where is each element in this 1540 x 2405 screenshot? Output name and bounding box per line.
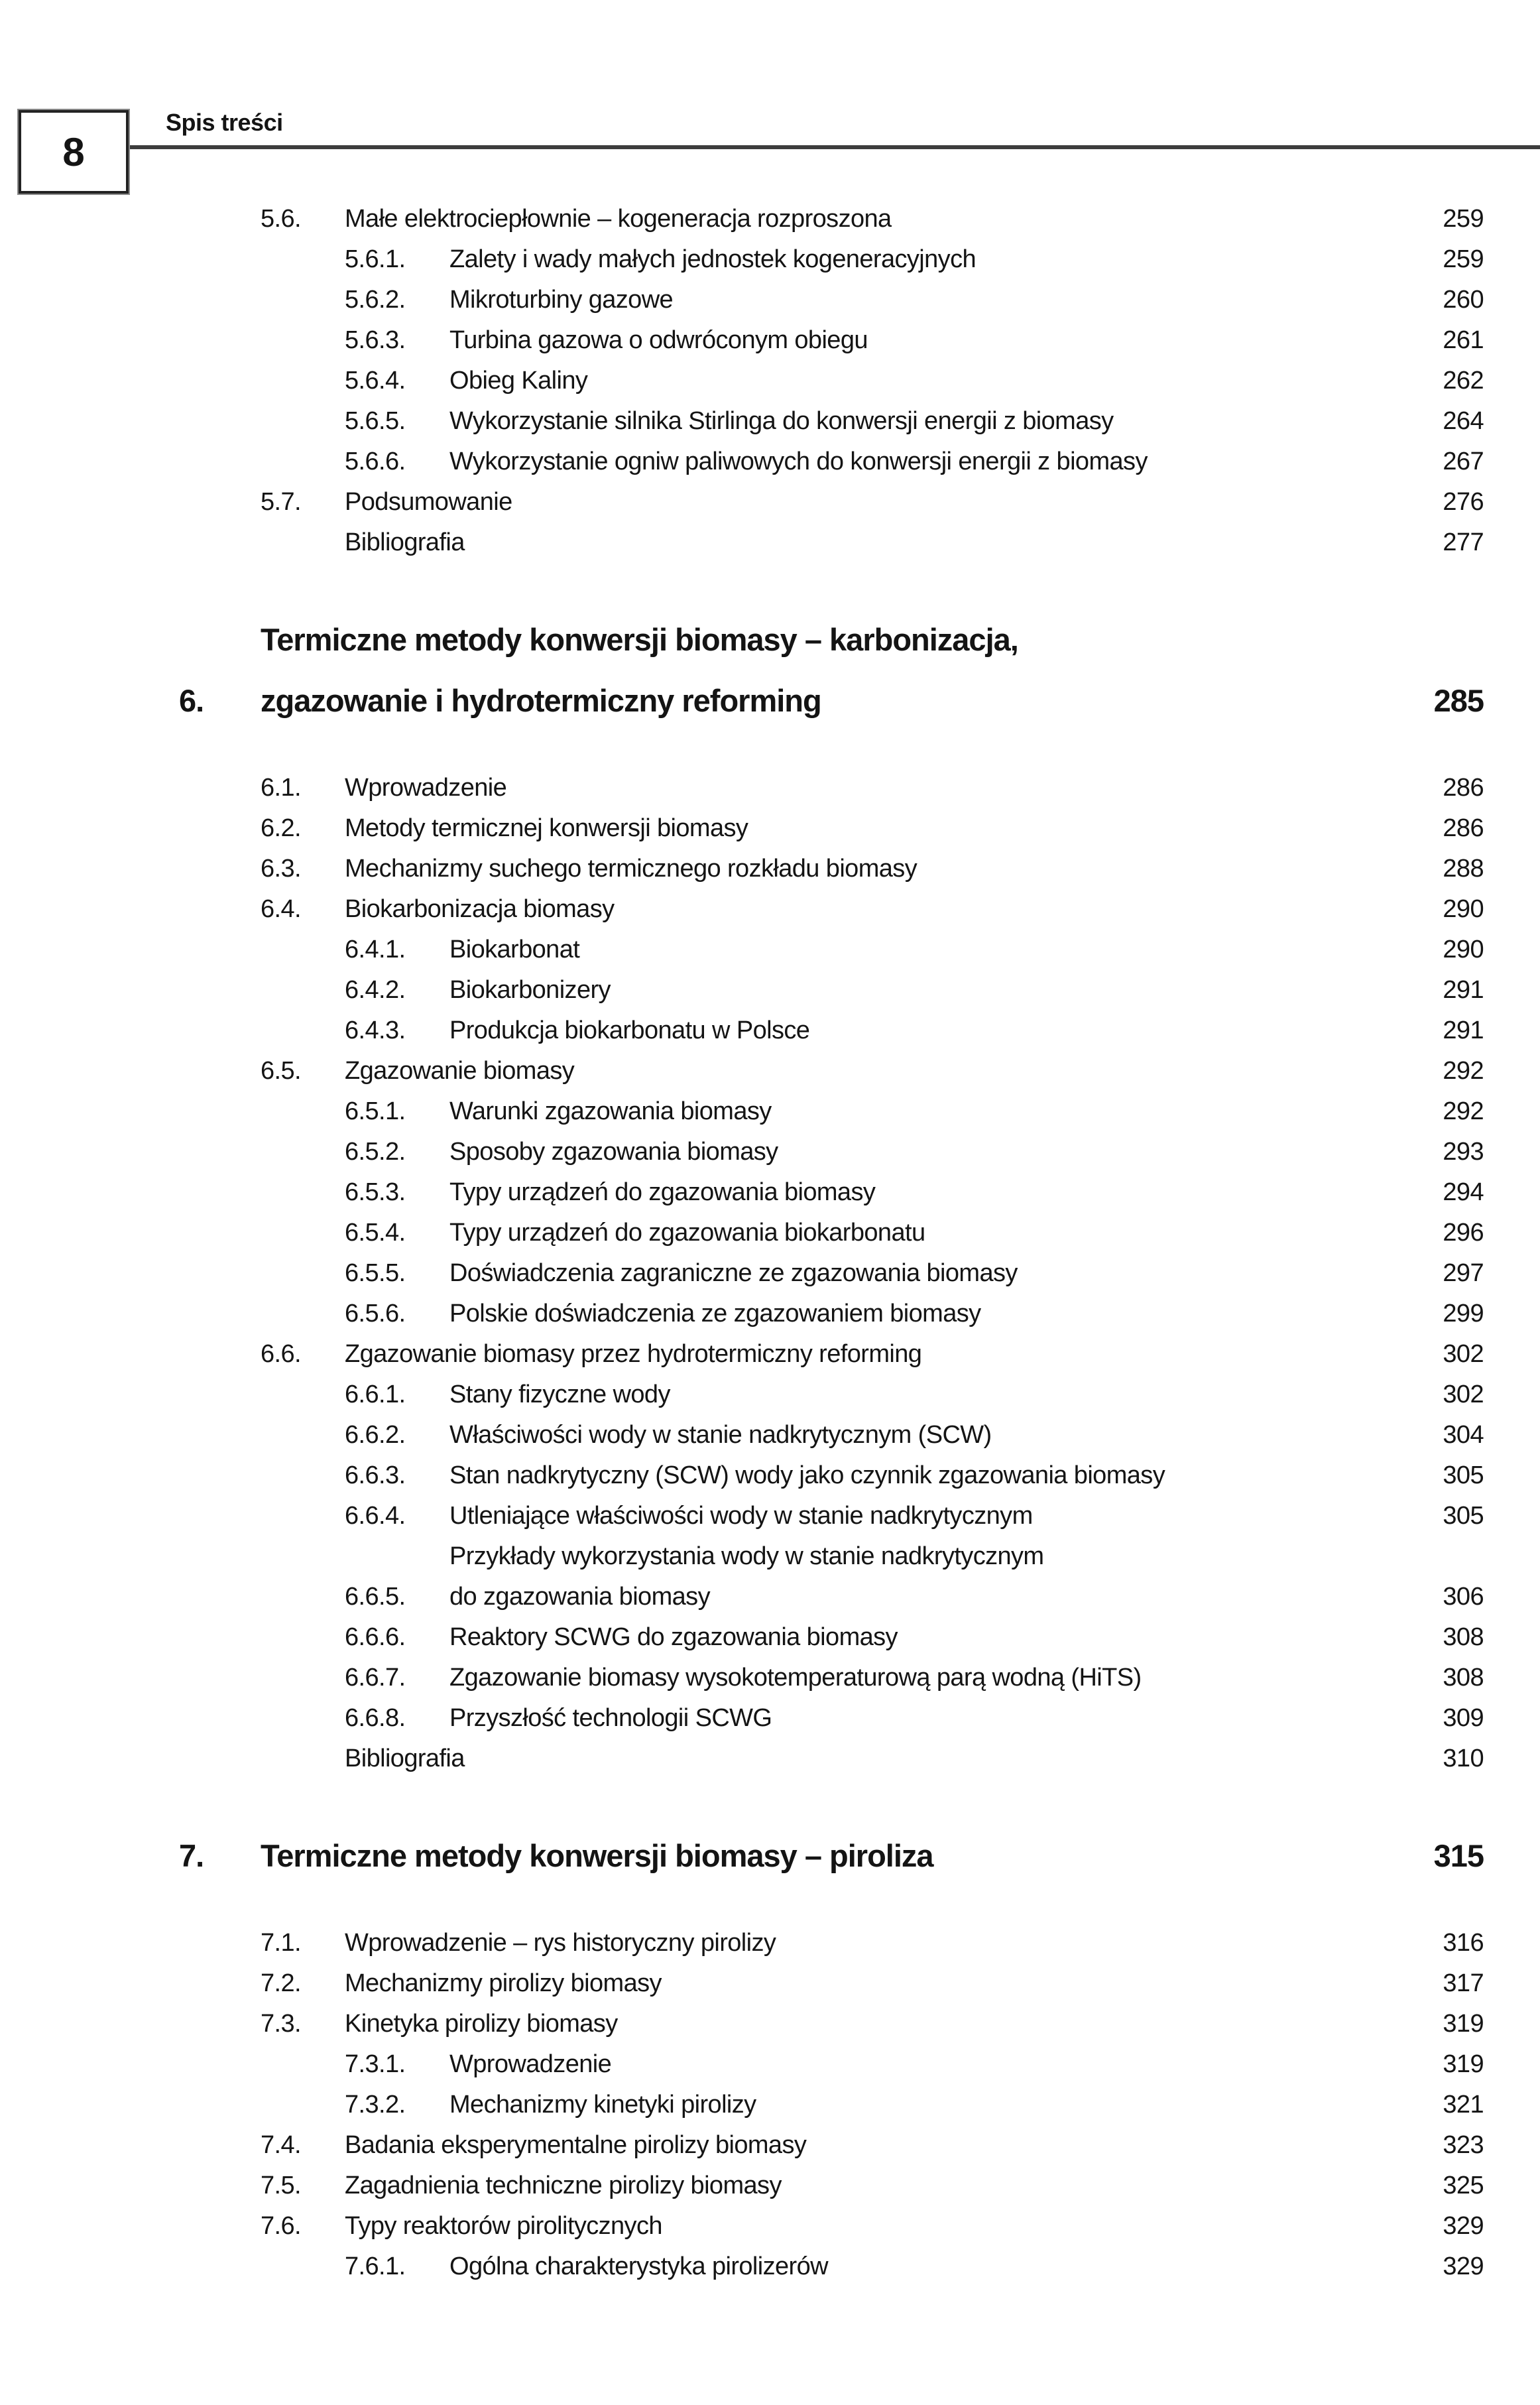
- toc-entry-title: [449, 442, 1148, 482]
- toc-entry-row: [261, 768, 1540, 808]
- toc-entry-page-number: 308: [1443, 1623, 1484, 1651]
- toc-entry-title-line: do zgazowania biomasy: [449, 1583, 710, 1611]
- toc-entry-title-line: Mechanizmy suchego termicznego rozkładu biomasy: [345, 855, 918, 883]
- toc-entry-title: [345, 523, 465, 563]
- toc-entry-title: [449, 401, 1114, 442]
- toc-entry-row: [261, 2125, 1540, 2166]
- toc-entry-title-line: Wykorzystanie ogniw paliwowych do konwersji energii z biomasy: [449, 448, 1148, 475]
- toc-entry-title: [345, 849, 917, 889]
- toc-entry-title-line: Termiczne metody konwersji biomasy – karbonizacja,: [261, 622, 1018, 657]
- toc-entry-row: [261, 889, 1540, 930]
- toc-entry-title: [449, 2247, 828, 2287]
- toc-entry-title-line: Kinetyka pirolizy biomasy: [345, 2010, 618, 2038]
- toc-entry-page-number: 296: [1443, 1219, 1484, 1247]
- toc-entry-page-number: 291: [1443, 1017, 1484, 1044]
- toc-entry-title: [449, 1213, 925, 1253]
- toc-entry-row: [261, 808, 1540, 849]
- toc-entry-title: [345, 1051, 574, 1091]
- header-title: Spis treści: [166, 109, 283, 136]
- toc-entry-row: [345, 442, 1540, 482]
- toc-entry-row: [345, 1455, 1540, 1496]
- toc-entry-title: [449, 1455, 1165, 1496]
- toc-entry-title-line: Zgazowanie biomasy wysokotemperaturową parą wodną (HiTS): [449, 1664, 1142, 1692]
- toc-entry-page-number: 288: [1443, 855, 1484, 883]
- toc-entry-page-number: 325: [1443, 2172, 1484, 2199]
- toc-entry-page-number: 286: [1443, 814, 1484, 842]
- toc-entry-title-line: Wprowadzenie: [345, 774, 507, 802]
- toc-entry-page-number: 277: [1443, 528, 1484, 556]
- toc-entry-page-number: 308: [1443, 1664, 1484, 1692]
- toc-entry-number: 7.2.: [261, 1969, 301, 1997]
- toc-entry-number: 6.6.8.: [345, 1704, 406, 1732]
- toc-entry-row: [261, 2004, 1540, 2044]
- toc-entry-number: 6.5.3.: [345, 1178, 406, 1206]
- toc-entry-title-line: Wprowadzenie: [449, 2050, 612, 2078]
- toc-entry-title: [449, 1253, 1018, 1294]
- toc-entry-page-number: 329: [1443, 2212, 1484, 2240]
- toc-entry-row: [345, 1253, 1540, 1294]
- toc-entry-page-number: 319: [1443, 2050, 1484, 2078]
- toc-entry-row: [261, 1923, 1540, 1963]
- toc-entry-page-number: 292: [1443, 1097, 1484, 1125]
- toc-entry-page-number: 294: [1443, 1178, 1484, 1206]
- toc-entry-page-number: 299: [1443, 1300, 1484, 1327]
- toc-entry-page-number: 267: [1443, 448, 1484, 475]
- toc-entry-title: [261, 609, 1018, 731]
- toc-entry-row: [261, 2166, 1540, 2206]
- toc-entry-number: 7.6.: [261, 2212, 301, 2240]
- toc-entry-title-line: Wprowadzenie – rys historyczny pirolizy: [345, 1929, 776, 1957]
- toc-entry-page-number: 259: [1443, 245, 1484, 273]
- toc-entry-title-line: Badania eksperymentalne pirolizy biomasy: [345, 2131, 807, 2159]
- toc-entry-title-line: Obieg Kaliny: [449, 367, 588, 395]
- toc-entry-number: 7.4.: [261, 2131, 301, 2159]
- toc-entry-title: [449, 1172, 875, 1213]
- toc-entry-row: [345, 280, 1540, 320]
- toc-entry-row: [345, 1415, 1540, 1455]
- toc-entry-title-line: Bibliografia: [345, 1745, 465, 1772]
- toc-entry-number: 6.6.7.: [345, 1664, 406, 1692]
- toc-entry-number: 6.5.5.: [345, 1259, 406, 1287]
- toc-entry-title: [449, 361, 587, 401]
- toc-entry-page-number: 260: [1443, 286, 1484, 314]
- toc-entry-page-number: 317: [1443, 1969, 1484, 1997]
- toc-entry-page-number: 304: [1443, 1421, 1484, 1449]
- toc-entry-row: [261, 1334, 1540, 1375]
- toc-entry-page-number: 305: [1443, 1461, 1484, 1489]
- toc-entry-number: 7.6.1.: [345, 2252, 406, 2280]
- toc-entry-title-line: Stany fizyczne wody: [449, 1381, 670, 1408]
- toc-entry-row: [345, 320, 1540, 361]
- toc-entry-title-line: zgazowanie i hydrotermiczny reforming: [261, 683, 821, 718]
- toc-entry-number: 6.6.3.: [345, 1461, 406, 1489]
- toc-entry-title: [345, 889, 615, 930]
- toc-entry-title: [345, 482, 512, 523]
- toc-entry-number: 7.3.1.: [345, 2050, 406, 2078]
- toc-entry-number: 7.5.: [261, 2172, 301, 2199]
- toc-entry-title: [449, 1496, 1033, 1536]
- toc-entry-title-line: Bibliografia: [345, 528, 465, 556]
- toc-entry-title: [449, 280, 673, 320]
- toc-entry-page-number: 285: [1433, 683, 1484, 718]
- toc-entry-page-number: 290: [1443, 936, 1484, 963]
- toc-entry-row: [345, 523, 1540, 563]
- toc-entry-page-number: 310: [1443, 1745, 1484, 1772]
- toc-entry-page-number: 319: [1443, 2010, 1484, 2038]
- toc-entry-number: 7.3.: [261, 2010, 301, 2038]
- toc-entry-title: [345, 199, 892, 239]
- toc-entry-title: [345, 2166, 782, 2206]
- toc-entry-title: [345, 768, 506, 808]
- toc-entry-number: 5.6.5.: [345, 407, 406, 435]
- toc-entry-title-line: Zgazowanie biomasy: [345, 1057, 575, 1085]
- toc-entry-title: [345, 2206, 662, 2247]
- toc-entry-page-number: 329: [1443, 2252, 1484, 2280]
- toc-entry-page-number: 302: [1443, 1381, 1484, 1408]
- toc-entry-number: 6.5.2.: [345, 1138, 406, 1166]
- toc-entry-title: [345, 808, 748, 849]
- page-number-box: [19, 110, 129, 194]
- toc-entry-number: 6.2.: [261, 814, 301, 842]
- toc-entry-title: [449, 1617, 898, 1658]
- toc-entry-number: 7.3.2.: [345, 2091, 406, 2119]
- toc-entry-row: [345, 2044, 1540, 2085]
- toc-entry-title: [345, 1334, 921, 1375]
- toc-entry-title-line: Podsumowanie: [345, 488, 512, 516]
- toc-entry-row: [345, 1496, 1540, 1536]
- toc-entry-title-line: Wykorzystanie silnika Stirlinga do konwersji energii z biomasy: [449, 407, 1114, 435]
- header-rule: [123, 145, 1540, 149]
- toc-entry-row: [261, 2206, 1540, 2247]
- toc-entry-title-line: Utleniające właściwości wody w stanie nadkrytycznym: [449, 1502, 1033, 1530]
- toc-entry-title: [449, 1011, 809, 1051]
- toc-entry-title-line: Typy urządzeń do zgazowania biokarbonatu: [449, 1219, 925, 1247]
- toc-entry-number: 6.5.: [261, 1057, 301, 1085]
- toc-entry-row: [345, 1536, 1540, 1617]
- toc-entry-number: 7.: [179, 1838, 204, 1873]
- toc-chapter-row: [179, 1825, 1540, 1886]
- toc-entry-number: 5.6.1.: [345, 245, 406, 273]
- toc-entry-row: [261, 482, 1540, 523]
- toc-entry-title-line: Doświadczenia zagraniczne ze zgazowania biomasy: [449, 1259, 1018, 1287]
- toc-entry-number: 5.6.3.: [345, 326, 406, 354]
- toc-entry-title: [449, 1415, 992, 1455]
- toc-entry-title-line: Mechanizmy kinetyki pirolizy: [449, 2091, 756, 2119]
- toc-entry-page-number: 306: [1443, 1583, 1484, 1611]
- toc-entry-title-line: Mikroturbiny gazowe: [449, 286, 674, 314]
- toc-entry-page-number: 293: [1443, 1138, 1484, 1166]
- toc-entry-row: [261, 1963, 1540, 2004]
- toc-entry-page-number: 259: [1443, 205, 1484, 233]
- toc-entry-title: [449, 1536, 1044, 1617]
- toc-entry-title-line: Typy reaktorów pirolitycznych: [345, 2212, 662, 2240]
- toc-entry-number: 6.4.2.: [345, 976, 406, 1004]
- toc-entry-title: [449, 1698, 772, 1739]
- toc-entry-row: [345, 970, 1540, 1011]
- toc-entry-row: [345, 1172, 1540, 1213]
- toc-entry-title-line: Termiczne metody konwersji biomasy – piroliza: [261, 1838, 933, 1873]
- toc-entry-title-line: Reaktory SCWG do zgazowania biomasy: [449, 1623, 898, 1651]
- toc-entry-row: [345, 1294, 1540, 1334]
- toc-entry-number: 5.6.4.: [345, 367, 406, 395]
- toc-entry-title-line: Właściwości wody w stanie nadkrytycznym (SCW): [449, 1421, 992, 1449]
- toc-entry-row: [261, 1051, 1540, 1091]
- toc-entry-title: [449, 1658, 1142, 1698]
- toc-entry-page-number: 262: [1443, 367, 1484, 395]
- toc-entry-title-line: Produkcja biokarbonatu w Polsce: [449, 1017, 810, 1044]
- toc-entry-title: [261, 1825, 933, 1886]
- toc-entry-number: 6.6.: [261, 1340, 301, 1368]
- toc-entry-title: [345, 1963, 662, 2004]
- toc-entry-title-line: Mechanizmy pirolizy biomasy: [345, 1969, 662, 1997]
- toc-entry-title-line: Małe elektrociepłownie – kogeneracja rozproszona: [345, 205, 892, 233]
- toc-entry-row: [345, 1739, 1540, 1779]
- toc-entry-row: [261, 199, 1540, 239]
- toc-entry-row: [345, 361, 1540, 401]
- toc-entry-title-line: Turbina gazowa o odwróconym obiegu: [449, 326, 868, 354]
- toc-entry-page-number: 321: [1443, 2091, 1484, 2119]
- toc-entry-number: 6.6.2.: [345, 1421, 406, 1449]
- toc-entry-row: [345, 1011, 1540, 1051]
- toc-entry-title-line: Ogólna charakterystyka pirolizerów: [449, 2252, 828, 2280]
- toc-entry-title-line: Warunki zgazowania biomasy: [449, 1097, 772, 1125]
- toc-entry-title: [345, 2125, 806, 2166]
- toc-entry-title-line: Zgazowanie biomasy przez hydrotermiczny reforming: [345, 1340, 922, 1368]
- toc-entry-page-number: 309: [1443, 1704, 1484, 1732]
- toc-entry-number: 6.6.1.: [345, 1381, 406, 1408]
- toc-entry-title: [345, 1739, 465, 1779]
- toc-entry-title-line: Biokarbonizacja biomasy: [345, 895, 615, 923]
- toc-entry-title: [345, 1923, 776, 1963]
- toc-entry-row: [345, 2085, 1540, 2125]
- toc-entry-number: 6.4.: [261, 895, 301, 923]
- toc-entry-page-number: 290: [1443, 895, 1484, 923]
- toc-entry-number: 6.6.5.: [345, 1583, 406, 1611]
- toc-entry-page-number: 291: [1443, 976, 1484, 1004]
- toc-entry-page-number: 264: [1443, 407, 1484, 435]
- toc-entry-page-number: 316: [1443, 1929, 1484, 1957]
- toc-entry-row: [345, 2247, 1540, 2287]
- toc-entry-title-line: Zalety i wady małych jednostek kogeneracyjnych: [449, 245, 977, 273]
- toc-entry-page-number: 276: [1443, 488, 1484, 516]
- toc-entry-title-line: Polskie doświadczenia ze zgazowaniem biomasy: [449, 1300, 981, 1327]
- toc-entry-page-number: 315: [1433, 1838, 1484, 1873]
- toc-entry-number: 6.4.1.: [345, 936, 406, 963]
- toc-entry-row: [345, 401, 1540, 442]
- toc-entry-title: [449, 1375, 670, 1415]
- toc-entry-title: [449, 1132, 778, 1172]
- toc-entry-title-line: Zagadnienia techniczne pirolizy biomasy: [345, 2172, 782, 2199]
- toc-chapter-row: [179, 609, 1540, 731]
- toc-entry-title: [345, 2004, 618, 2044]
- toc-entry-number: 6.6.4.: [345, 1502, 406, 1530]
- toc-entry-row: [345, 1375, 1540, 1415]
- toc-entry-page-number: 305: [1443, 1502, 1484, 1530]
- toc-entry-number: 6.1.: [261, 774, 301, 802]
- toc-entry-row: [345, 1213, 1540, 1253]
- toc-entry-title-line: Sposoby zgazowania biomasy: [449, 1138, 778, 1166]
- toc-entry-row: [345, 239, 1540, 280]
- toc-entry-number: 5.7.: [261, 488, 301, 516]
- toc-entry-title: [449, 320, 868, 361]
- page-number: 8: [62, 129, 85, 174]
- toc-entry-title-line: Przykłady wykorzystania wody w stanie nadkrytycznym: [449, 1542, 1044, 1570]
- toc-entry-number: 7.1.: [261, 1929, 301, 1957]
- toc-entry-title-line: Biokarbonizery: [449, 976, 611, 1004]
- toc-entry-number: 6.: [179, 683, 204, 718]
- toc-entry-number: 6.5.6.: [345, 1300, 406, 1327]
- toc-entry-row: [345, 1658, 1540, 1698]
- toc-entry-number: 6.3.: [261, 855, 301, 883]
- toc-entry-title-line: Metody termicznej konwersji biomasy: [345, 814, 748, 842]
- toc-entry-number: 6.5.1.: [345, 1097, 406, 1125]
- toc-entry-title: [449, 930, 579, 970]
- toc-entry-title: [449, 239, 976, 280]
- toc-entry-title-line: Przyszłość technologii SCWG: [449, 1704, 772, 1732]
- toc-entry-row: [261, 849, 1540, 889]
- toc-entry-number: 5.6.2.: [345, 286, 406, 314]
- toc-entry-title-line: Biokarbonat: [449, 936, 580, 963]
- toc-entry-page-number: 323: [1443, 2131, 1484, 2159]
- toc-entry-title-line: Typy urządzeń do zgazowania biomasy: [449, 1178, 876, 1206]
- toc-entry-title: [449, 2085, 756, 2125]
- toc-entry-title: [449, 970, 611, 1011]
- toc-entry-number: 5.6.6.: [345, 448, 406, 475]
- toc-entry-row: [345, 1132, 1540, 1172]
- toc-entry-page-number: 302: [1443, 1340, 1484, 1368]
- toc-entry-number: 6.4.3.: [345, 1017, 406, 1044]
- toc-entry-page-number: 286: [1443, 774, 1484, 802]
- toc-entry-page-number: 297: [1443, 1259, 1484, 1287]
- toc-entry-number: 6.6.6.: [345, 1623, 406, 1651]
- toc-entry-row: [345, 1698, 1540, 1739]
- toc-entry-title: [449, 1294, 981, 1334]
- toc-entry-number: 6.5.4.: [345, 1219, 406, 1247]
- table-of-contents: [0, 199, 1540, 2287]
- toc-entry-row: [345, 930, 1540, 970]
- toc-entry-title: [449, 2044, 611, 2085]
- toc-entry-row: [345, 1091, 1540, 1132]
- toc-entry-page-number: 292: [1443, 1057, 1484, 1085]
- toc-entry-page-number: 261: [1443, 326, 1484, 354]
- toc-entry-row: [345, 1617, 1540, 1658]
- toc-entry-title-line: Stan nadkrytyczny (SCW) wody jako czynnik zgazowania biomasy: [449, 1461, 1165, 1489]
- toc-entry-number: 5.6.: [261, 205, 301, 233]
- toc-entry-title: [449, 1091, 772, 1132]
